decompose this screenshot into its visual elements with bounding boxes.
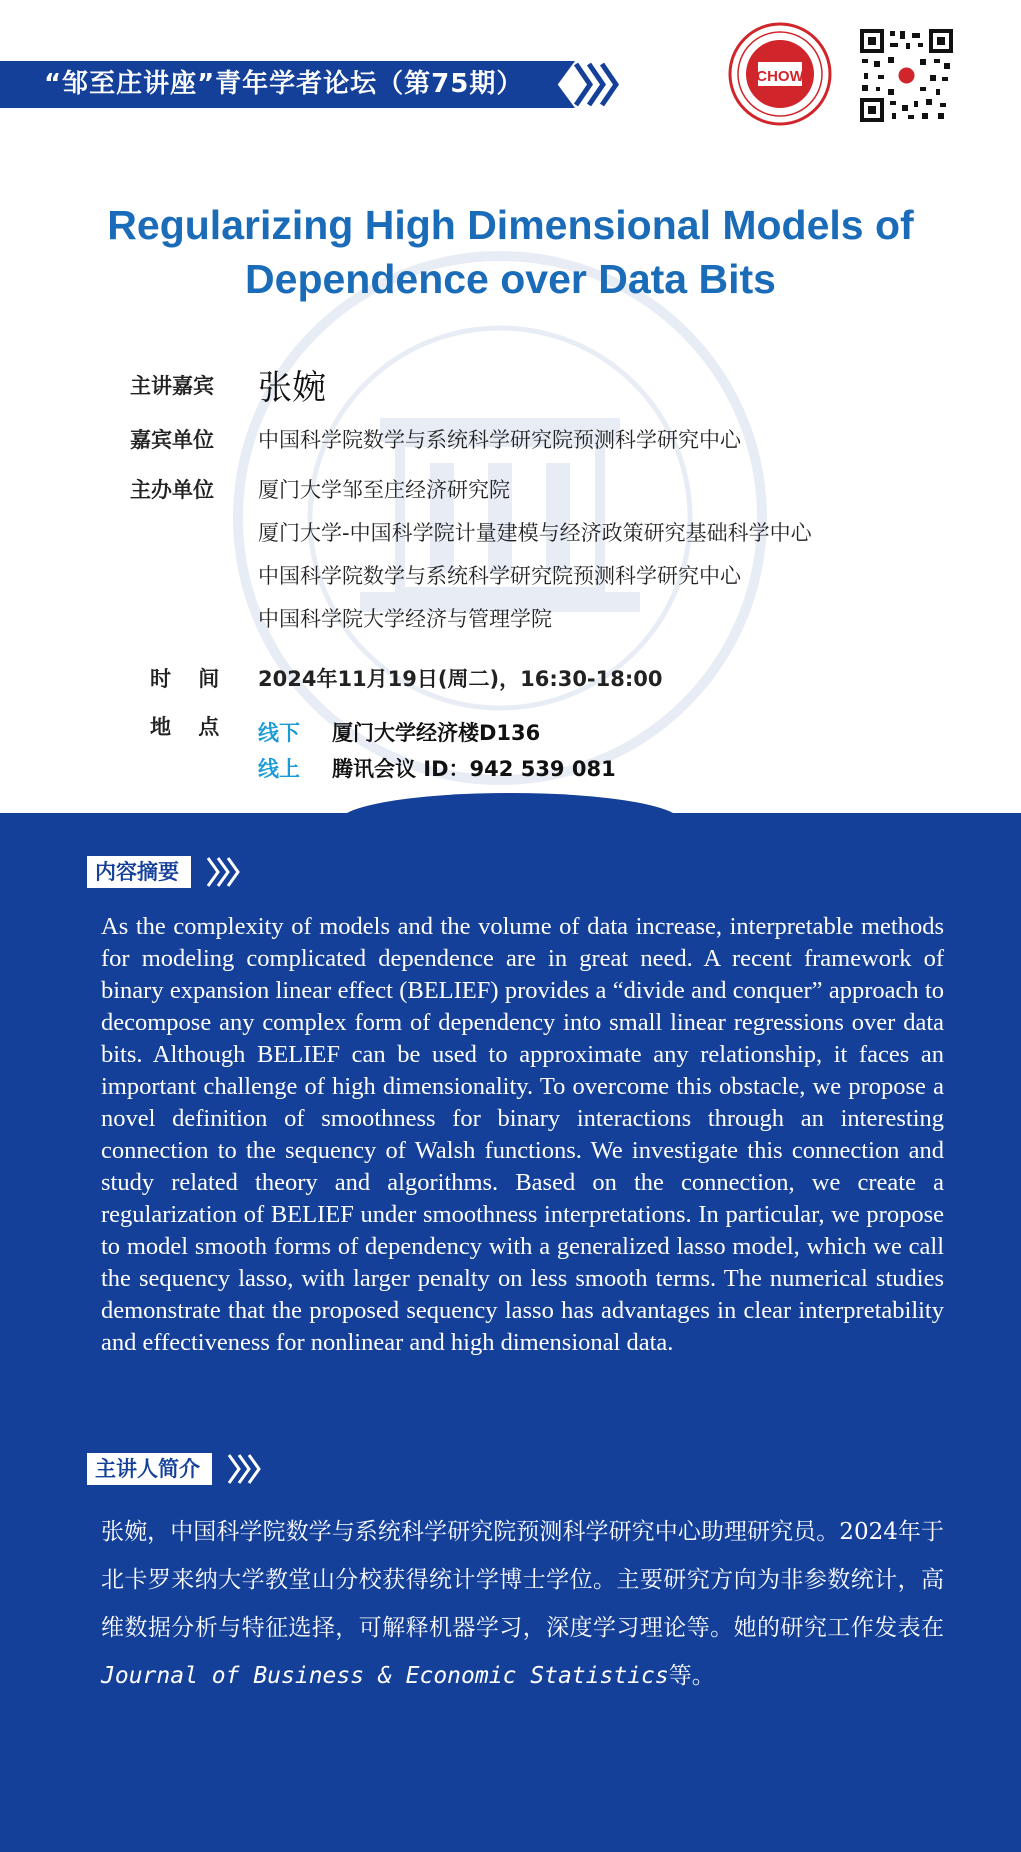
affiliation-label: 嘉宾单位 <box>130 428 214 452</box>
event-time: 2024年11月19日(周二)，16:30-18:00 <box>258 667 663 691</box>
organizer-item: 中国科学院数学与系统科学研究院预测科学研究中心 <box>258 564 741 588</box>
organizer-item: 中国科学院大学经济与管理学院 <box>258 607 552 631</box>
svg-text:CHOW: CHOW <box>756 68 804 85</box>
bio-heading: 主讲人简介 <box>87 1453 212 1485</box>
organizer-item: 厦门大学邹至庄经济研究院 <box>258 478 510 502</box>
organizers-label: 主办单位 <box>130 478 214 502</box>
abstract-heading: 内容摘要 <box>87 856 191 888</box>
organizer-item: 厦门大学-中国科学院计量建模与经济政策研究基础科学中心 <box>258 521 812 545</box>
chevron-right-icon <box>226 1453 266 1485</box>
chow-institute-logo <box>728 22 832 126</box>
online-label: 线上 <box>258 757 300 781</box>
bio-text-end: 等。 <box>668 1663 715 1689</box>
offline-label: 线下 <box>258 721 300 745</box>
journal-name: Journal of Business & Economic Statistics <box>101 1663 669 1689</box>
time-label: 时 间 <box>150 667 230 691</box>
talk-title: Regularizing High Dimensional Models of Dependence over Data Bits <box>107 202 914 302</box>
speaker-bio <box>101 1508 944 1700</box>
bio-text: 张婉，中国科学院数学与系统科学研究院预测科学研究中心助理研究员。2024年于北卡罗来纳大学教堂山分校获得统计学博士学位。主要研究方向为非参数统计，高维数据分析与特征选择，可解释机器学习，深度学习理论等。她的研究工作发表在 <box>101 1519 944 1641</box>
chevron-right-icon <box>572 61 622 108</box>
speaker-label: 主讲嘉宾 <box>130 374 214 398</box>
series-title: “邹至庄讲座”青年学者论坛（第75期） <box>44 69 524 99</box>
online-meeting-id: 腾讯会议 ID：942 539 081 <box>332 757 616 781</box>
abstract-text: As the complexity of models and the volume of data increase, interpretable methods for modeling complicated dependence are in great need. A recent framework of binary expansion linear effect (BELIEF) provides a “divide and conquer” approach to decompose any complex form of dependency into small linear regressions over data bits. Although BELIEF can be used to approximate any relationship, it faces an important challenge of high dimensionality. To overcome this obstacle, we propose a novel definition of smoothness for binary interactions through an interesting connection to the sequency of Walsh functions. We investigate this connection and study related theory and algorithms. Based on the connection, we create a regularization of BELIEF under smoothness interpretations. In particular, we propose to model smooth forms of dependency with a generalized lasso model, which we call the sequency lasso, with larger penalty on less smooth terms. The numerical studies demonstrate that the proposed sequency lasso has advantages in clear interpretability and effectiveness for nonlinear and high dimensional data. <box>101 913 944 1356</box>
offline-venue: 厦门大学经济楼D136 <box>332 721 541 745</box>
speaker-name: 张婉 <box>258 368 326 408</box>
affiliation: 中国科学院数学与系统科学研究院预测科学研究中心 <box>258 428 741 452</box>
location-label: 地 点 <box>150 715 230 739</box>
chevron-right-icon <box>205 856 245 888</box>
qr-code[interactable] <box>860 29 953 122</box>
